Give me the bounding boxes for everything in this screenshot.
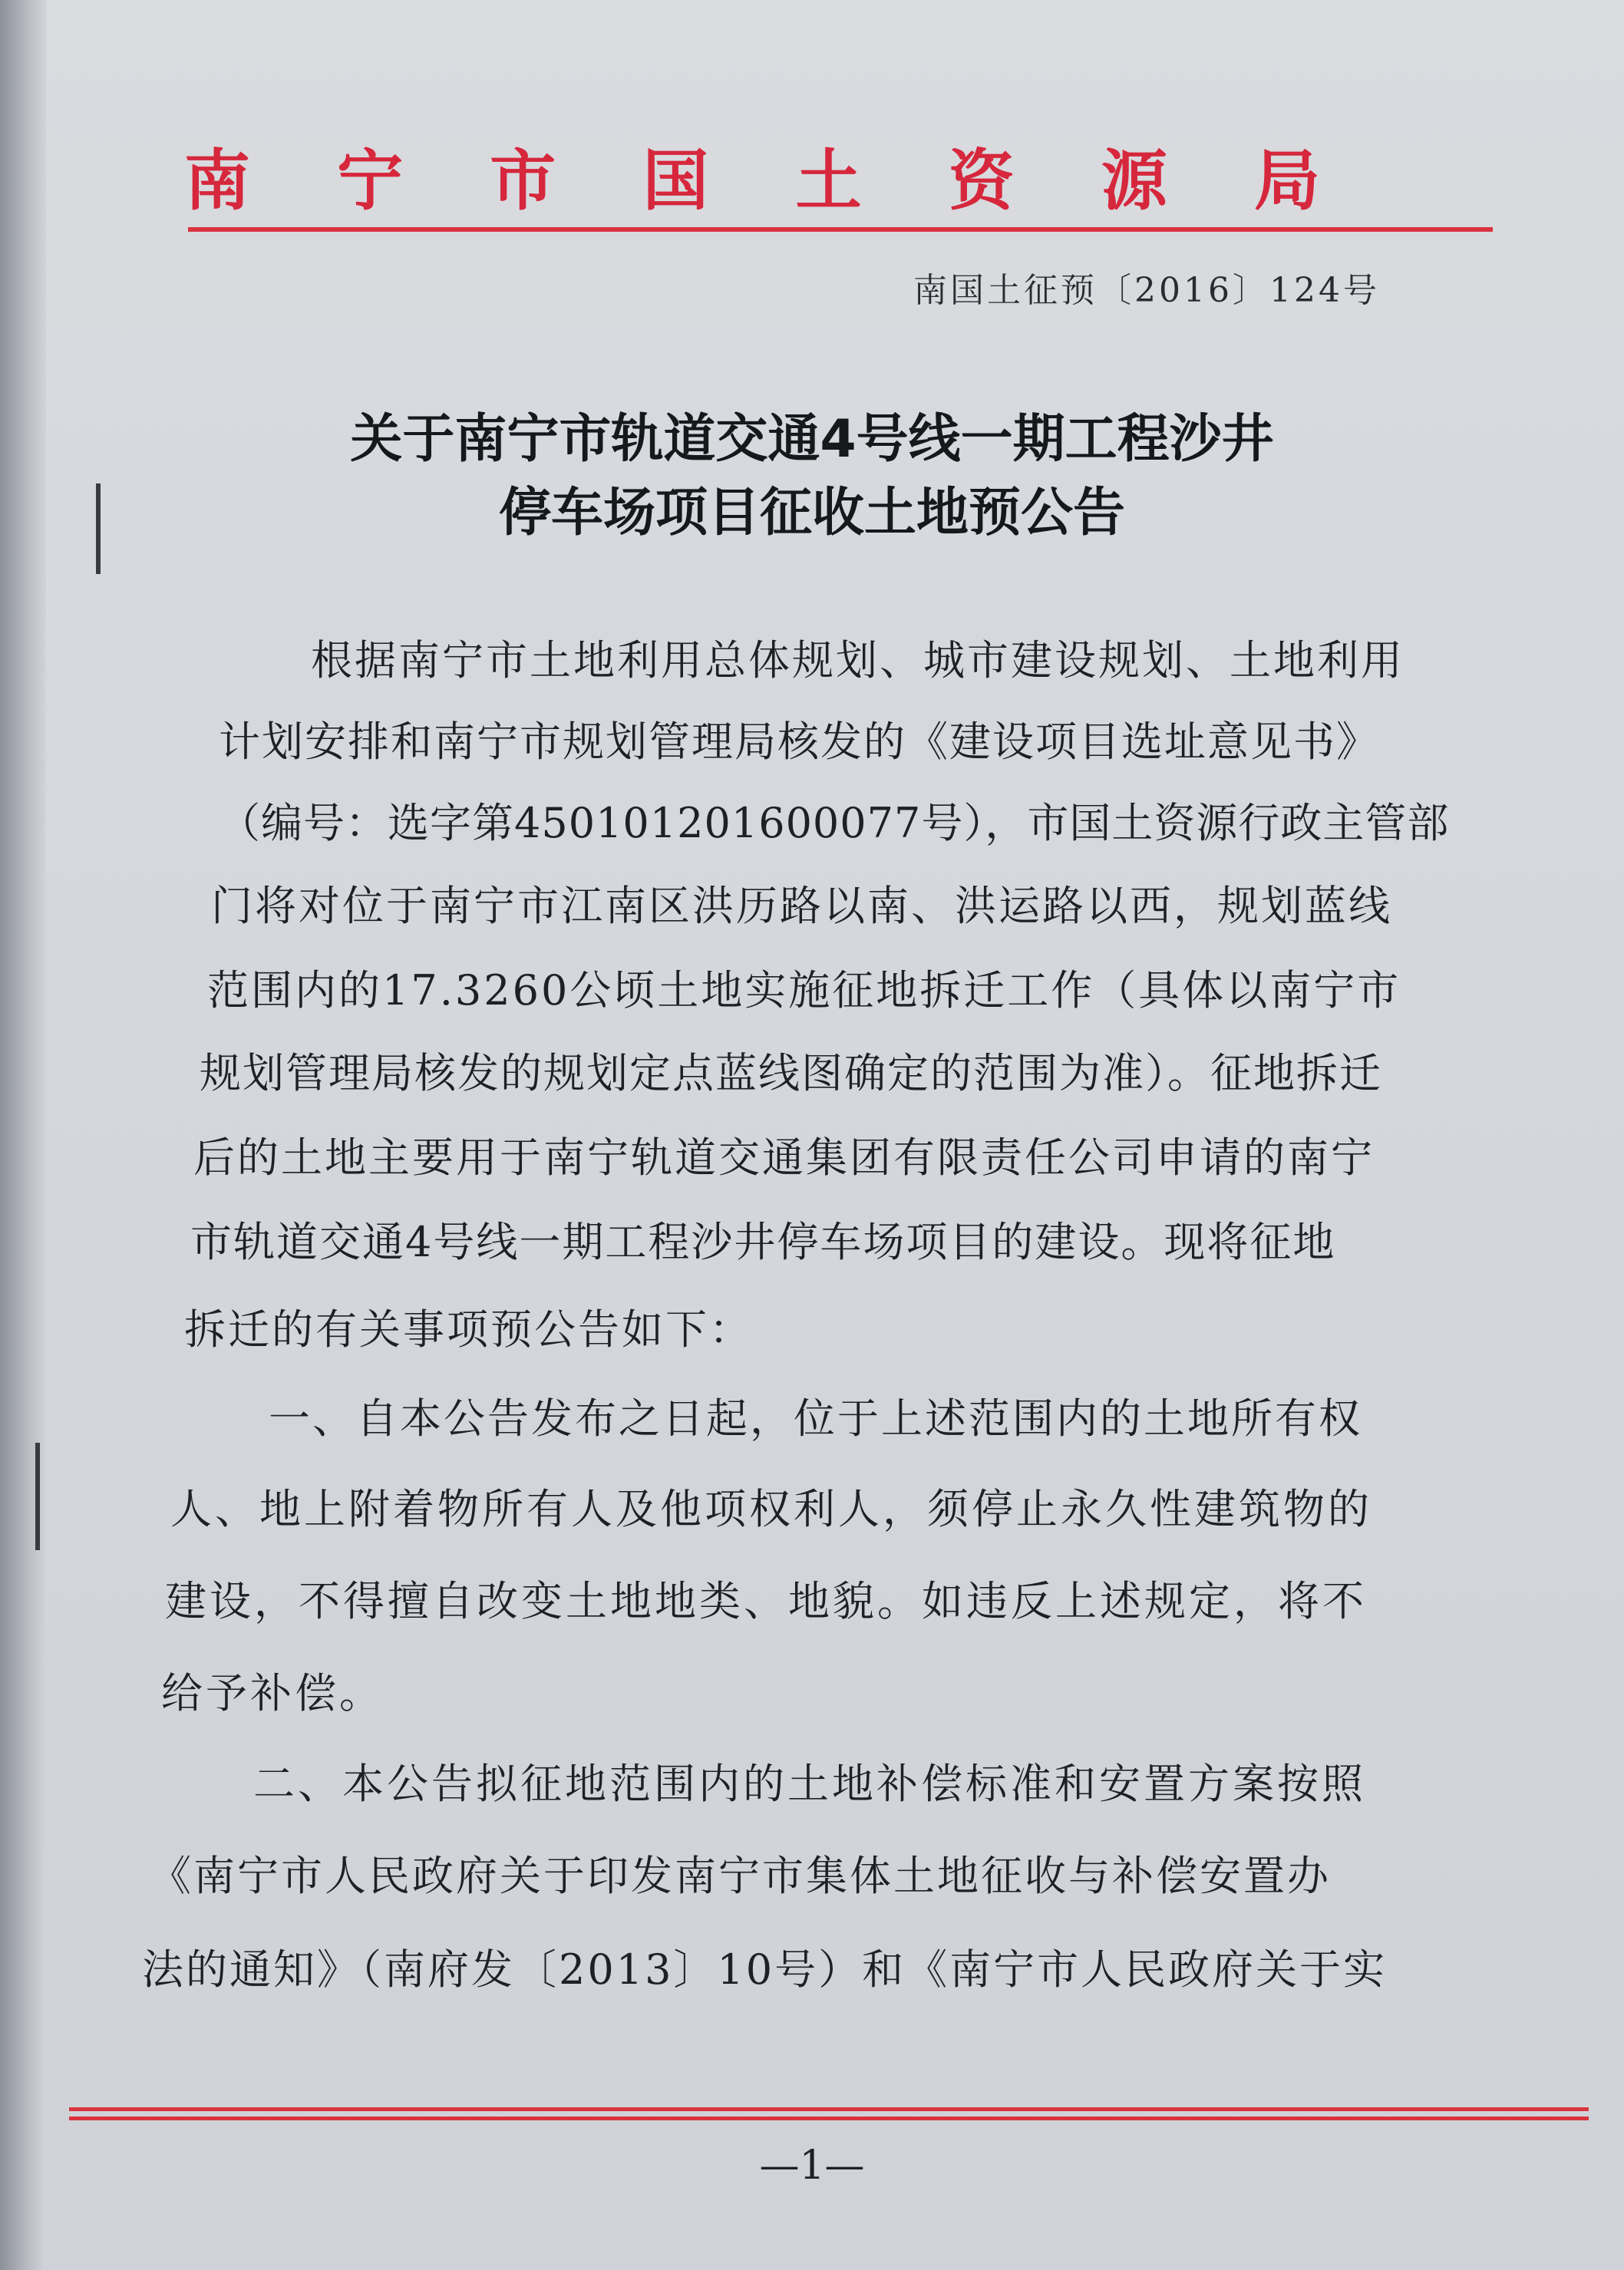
body-line: 人、地上附着物所有人及他项权利人，须停止永久性建筑物的 bbox=[170, 1485, 1372, 1533]
body-line: 范围内的17.3260公顷土地实施征地拆迁工作（具体以南宁市 bbox=[207, 966, 1401, 1015]
body-line: 市轨道交通4号线一期工程沙井停车场项目的建设。现将征地 bbox=[190, 1218, 1336, 1266]
body-line: 二、本公告拟征地范围内的土地补偿标准和安置方案按照 bbox=[253, 1760, 1366, 1808]
body-line: 根据南宁市土地利用总体规划、城市建设规划、土地利用 bbox=[311, 636, 1404, 685]
org-header-char: 国 bbox=[642, 142, 709, 219]
org-header-char: 南 bbox=[184, 142, 250, 219]
page-edge-shadow bbox=[0, 0, 46, 2270]
body-line: 建设，不得擅自改变土地地类、地貌。如违反上述规定，将不 bbox=[165, 1577, 1367, 1625]
org-header-char: 土 bbox=[795, 142, 862, 219]
org-header-char: 源 bbox=[1101, 142, 1167, 219]
body-line: 法的通知》（南府发〔2013〕10号）和《南宁市人民政府关于实 bbox=[142, 1945, 1388, 1994]
body-line: 规划管理局核发的规划定点蓝线图确定的范围为准）。征地拆迁 bbox=[200, 1049, 1382, 1097]
body-line: 给予补偿。 bbox=[161, 1669, 384, 1717]
title-line-1: 关于南宁市轨道交通4号线一期工程沙井 bbox=[350, 409, 1274, 470]
org-header-char: 局 bbox=[1253, 142, 1320, 219]
body-line: 《南宁市人民政府关于印发南宁市集体土地征收与补偿安置办 bbox=[150, 1852, 1331, 1900]
org-header-char: 宁 bbox=[337, 142, 404, 219]
footer-red-rule bbox=[69, 2117, 1589, 2120]
body-line: （编号：选字第450101201600077号），市国土资源行政主管部 bbox=[219, 799, 1450, 847]
body-line: 拆迁的有关事项预公告如下： bbox=[184, 1305, 753, 1354]
title-line-2: 停车场项目征收土地预公告 bbox=[498, 483, 1125, 543]
page-number: —1— bbox=[759, 2143, 865, 2189]
header-red-rule bbox=[188, 227, 1493, 232]
document-number: 南国土征预〔2016〕124号 bbox=[913, 271, 1380, 310]
org-header bbox=[184, 129, 1320, 221]
body-line: 计划安排和南宁市规划管理局核发的《建设项目选址意见书》 bbox=[219, 718, 1379, 766]
body-line: 一、自本公告发布之日起，位于上述范围内的土地所有权 bbox=[269, 1394, 1362, 1443]
org-header-char: 市 bbox=[490, 142, 556, 219]
body-line: 门将对位于南宁市江南区洪历路以南、洪运路以西，规划蓝线 bbox=[211, 882, 1392, 930]
body-line: 后的土地主要用于南宁轨道交通集团有限责任公司申请的南宁 bbox=[193, 1133, 1375, 1182]
binding-mark bbox=[35, 1443, 40, 1550]
org-header-char: 资 bbox=[948, 142, 1015, 219]
footer-red-rule bbox=[69, 2107, 1589, 2111]
